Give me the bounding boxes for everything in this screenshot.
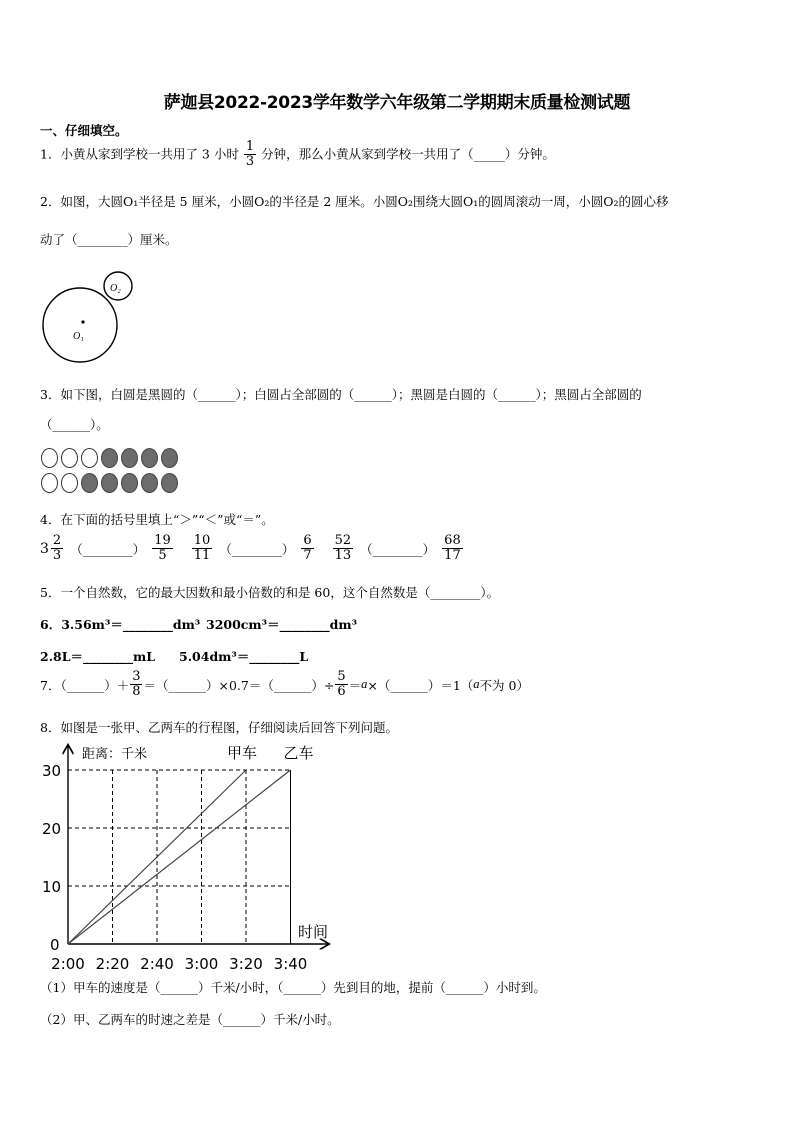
small-circle-label: O₂ [110, 283, 121, 294]
question-1 [40, 140, 555, 170]
question-6-d: 5.04dm³＝________L [179, 649, 309, 664]
q7-fraction-5-6: $\frac{5}{6}$ [337, 669, 346, 700]
black-circle [141, 448, 158, 468]
fraction-10-11: $\frac{10}{11}$ [193, 533, 211, 564]
white-circle [61, 473, 78, 493]
q7-part2: ＝（______）×0.7＝（______）÷ [143, 677, 335, 693]
q7-part5: 不为 0） [479, 677, 529, 693]
question-3-line1: 3．如下图，白圆是黑圆的（______）；白圆占全部圆的（______）；黑圆是白圆的（______）；黑圆占全部圆的 [40, 387, 642, 402]
black-circle [141, 473, 158, 493]
q1-text-post: 分钟，那么小黄从家到学校一共用了（_____）分钟。 [261, 146, 555, 162]
black-circle [121, 448, 138, 468]
white-circle [41, 473, 58, 493]
question-6-b: 3200cm³＝________dm³ [206, 617, 358, 632]
q1-fraction: $\frac{1}{3}$ [245, 139, 255, 170]
travel-chart [30, 738, 340, 973]
black-circle [161, 448, 178, 468]
fraction-68-17: $\frac{68}{17}$ [444, 533, 461, 564]
series-line-2 [68, 770, 291, 944]
fraction-52-13: $\frac{52}{13}$ [334, 533, 352, 564]
x-tick-label: 2:20 [95, 955, 130, 973]
big-circle [43, 288, 117, 362]
black-circle [101, 473, 118, 493]
question-8-text: 8．如图是一张甲、乙两车的行程图，仔细阅读后回答下列问题。 [40, 720, 398, 735]
question-3-line2: （______）。 [40, 417, 109, 432]
white-circle [61, 448, 78, 468]
y-tick-label: 30 [42, 762, 62, 780]
q7-var-a-2: a [473, 677, 480, 692]
question-4-text: 4．在下面的括号里填上“＞”“＜”或“＝”。 [40, 512, 274, 527]
black-circle [161, 473, 178, 493]
question-5: 5．一个自然数，它的最大因数和最小倍数的和是 60，这个自然数是（________）。 [40, 585, 500, 600]
question-8-sub2: （2）甲、乙两车的时速之差是（______）千米/小时。 [40, 1012, 340, 1027]
x-axis-label: 时间 [298, 923, 329, 941]
page-title: 萨迦县2022-2023学年数学六年级第二学期期末质量检测试题 [163, 93, 631, 113]
q7-part1: 7．（______）＋ [40, 677, 130, 693]
black-circle [121, 473, 138, 493]
circles-diagram [40, 265, 140, 370]
q1-text-pre: 1．小黄从家到学校一共用了 3 小时 [40, 146, 239, 162]
mixed-number: 3 $\frac{2}{3}$ [40, 533, 62, 564]
y-axis-label: 距离：千米 [82, 747, 148, 762]
question-6-c: 2.8L＝________mL [40, 649, 156, 664]
white-circle [81, 448, 98, 468]
question-6-a: 6．3.56m³＝________dm³ [40, 617, 201, 632]
compare-blank-1: （________） [70, 541, 146, 557]
black-circle [81, 473, 98, 493]
question-4-comparisons [40, 534, 464, 564]
series-label-2: 乙车 [283, 744, 314, 762]
black-circle [101, 448, 118, 468]
y-tick-label: 0 [50, 936, 60, 954]
big-circle-center [81, 320, 84, 323]
x-tick-label: 3:00 [184, 955, 219, 973]
y-tick-label: 10 [42, 878, 62, 896]
white-circle [41, 448, 58, 468]
section-heading: 一、仔细填空。 [40, 123, 128, 138]
x-tick-label: 3:40 [273, 955, 308, 973]
circle-row-2 [41, 473, 178, 493]
fraction-6-7: $\frac{6}{7}$ [303, 533, 312, 564]
x-tick-label: 2:00 [51, 955, 85, 973]
compare-blank-3: （________） [360, 541, 436, 557]
x-tick-label: 3:20 [229, 955, 263, 973]
series-label-1: 甲车 [226, 744, 258, 762]
q7-var-a: a [361, 677, 368, 692]
big-circle-label: O₁ [73, 331, 84, 342]
q7-part3: ＝ [348, 677, 362, 693]
q7-part4: ×（______）＝1（ [367, 677, 474, 693]
q7-fraction-3-8: $\frac{3}{8}$ [132, 669, 141, 700]
question-7 [40, 670, 529, 700]
question-2-line2: 动了（________）厘米。 [40, 232, 178, 247]
question-8-sub1: （1）甲车的速度是（______）千米/小时，（______）先到目的地，提前（______）小时到。 [40, 980, 546, 995]
chart-ticks [42, 762, 307, 973]
y-tick-label: 20 [42, 820, 62, 838]
compare-blank-2: （________） [219, 541, 295, 557]
chart-lines [68, 744, 314, 944]
fraction-19-5: $\frac{19}{5}$ [154, 533, 171, 564]
x-tick-label: 2:40 [140, 955, 174, 973]
question-2-line1: 2．如图，大圆O₁半径是 5 厘米，小圆O₂的半径是 2 厘米。小圆O₂围绕大圆O₁的圆周滚动一周，小圆O₂的圆心移 [40, 194, 669, 209]
circle-row-1 [41, 448, 178, 468]
